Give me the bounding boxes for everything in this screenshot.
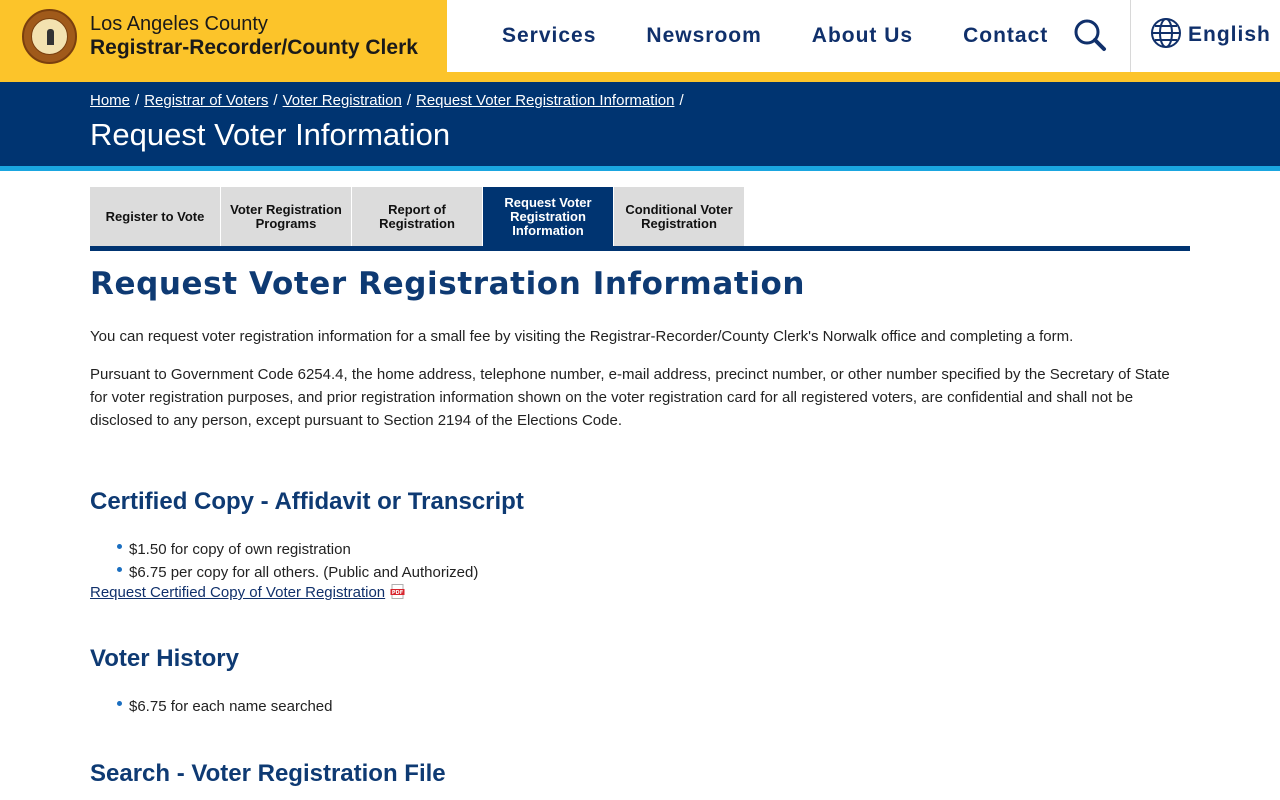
section-tabs [90,187,745,246]
title-band-stripe [0,166,1280,171]
language-label: English [1188,23,1271,46]
nav-divider [1130,0,1131,72]
header-gold-bar [0,72,1280,82]
breadcrumb: Home / Registrar of Voters / Voter Registration / Request Voter Registration Information / [90,92,684,109]
tab-conditional-voter-registration[interactable]: Conditional Voter Registration [614,187,744,246]
content-heading: Request Voter Registration Information [90,266,806,302]
tab-report-of-registration[interactable]: Report of Registration [352,187,482,246]
section-title-certified-copy: Certified Copy - Affidavit or Transcript [90,488,524,515]
language-selector[interactable] [1150,17,1271,53]
list-item: $6.75 for each name searched [90,695,1190,718]
section-title-search-voter-registration-file: Search - Voter Registration File [90,760,446,787]
breadcrumb-voter-registration[interactable]: Voter Registration [282,92,402,109]
brand-county: Los Angeles County [90,13,268,35]
site-header [0,0,1280,72]
breadcrumb-request-voter-registration-information[interactable]: Request Voter Registration Information [415,92,675,109]
breadcrumb-home[interactable]: Home [90,92,131,109]
site-brand[interactable] [0,0,447,72]
search-icon[interactable] [1070,16,1110,56]
page-title: Request Voter Information [90,117,451,152]
nav-contact[interactable]: Contact [963,24,1049,47]
certified-copy-fees [90,538,1190,584]
breadcrumb-registrar-of-voters[interactable]: Registrar of Voters [144,92,269,109]
pdf-icon [390,584,405,599]
section-title-voter-history: Voter History [90,645,239,672]
main-nav [477,0,1073,72]
main-content [90,266,1190,788]
county-seal-logo [22,9,77,64]
tab-voter-registration-programs[interactable]: Voter Registration Programs [221,187,351,246]
tab-register-to-vote[interactable]: Register to Vote [90,187,220,246]
voter-history-fees [90,695,1190,718]
request-certified-copy-link[interactable]: Request Certified Copy of Voter Registration [90,584,386,601]
confidentiality-notice: Pursuant to Government Code 6254.4, the home address, telephone number, e-mail address, precinct number, or other number specified by the Secretary of State for voter registration purposes, and prior registration information shown on the voter registration card for all registered voters, are confidential and shall not be disclosed to any person, except pursuant to Section 2194 of the Elections Code. [90,366,1170,429]
certified-copy-link-row [90,584,1190,602]
tabs-underline [90,246,1190,251]
list-item: $6.75 per copy for all others. (Public and Authorized) [90,561,1190,584]
list-item: $1.50 for copy of own registration [90,538,1190,561]
nav-newsroom[interactable]: Newsroom [646,24,762,47]
nav-about-us[interactable]: About Us [811,24,914,47]
globe-icon [1150,17,1182,54]
brand-department: Registrar-Recorder/County Clerk [90,36,418,59]
brand-text [90,12,418,60]
nav-services[interactable]: Services [502,24,597,47]
intro-paragraph: You can request voter registration information for a small fee by visiting the Registrar-Recorder/County Clerk's Norwalk office and completing a form. [90,328,1074,345]
svg-text:PDF: PDF [392,589,404,596]
tab-request-voter-registration-information[interactable]: Request Voter Registration Information [483,187,613,246]
